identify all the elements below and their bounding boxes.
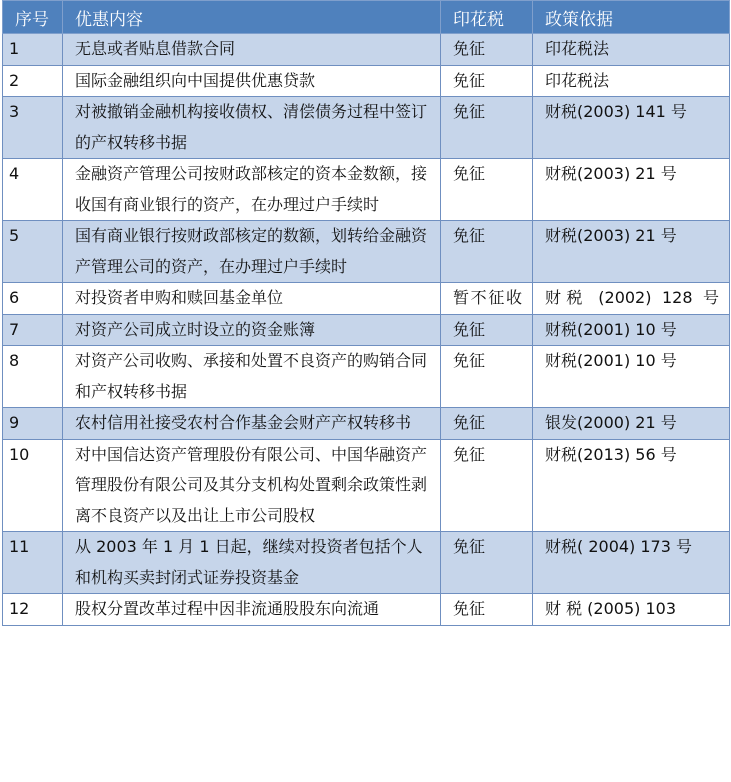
- header-content: 优惠内容: [63, 1, 441, 34]
- row-tax: 免征: [441, 532, 533, 594]
- row-no: 2: [3, 65, 63, 97]
- row-basis: 印花税法: [533, 65, 730, 97]
- row-content: 股权分置改革过程中因非流通股股东向流通: [63, 594, 441, 626]
- table-row: [3, 65, 730, 97]
- table-row: [3, 283, 730, 315]
- header-basis: 政策依据: [533, 1, 730, 34]
- row-content: 对投资者申购和赎回基金单位: [63, 283, 441, 315]
- row-basis: 财税(2001) 10 号: [533, 314, 730, 346]
- row-content: 对中国信达资产管理股份有限公司、中国华融资产管理股份有限公司及其分支机构处置剩余政策性剥离不良资产以及出让上市公司股权: [63, 439, 441, 532]
- tax-exemption-table: [2, 0, 730, 626]
- row-tax: 免征: [441, 346, 533, 408]
- row-content: 金融资产管理公司按财政部核定的资本金数额，接收国有商业银行的资产，在办理过户手续时: [63, 159, 441, 221]
- table-row: [3, 97, 730, 159]
- row-no: 11: [3, 532, 63, 594]
- row-content: 无息或者贴息借款合同: [63, 34, 441, 66]
- row-content: 国际金融组织向中国提供优惠贷款: [63, 65, 441, 97]
- table-row: [3, 594, 730, 626]
- row-basis: 财税 (2002) 128 号: [533, 283, 730, 315]
- row-no: 1: [3, 34, 63, 66]
- row-tax: 免征: [441, 314, 533, 346]
- row-no: 9: [3, 408, 63, 440]
- row-tax: 免征: [441, 65, 533, 97]
- row-tax: 免征: [441, 594, 533, 626]
- row-content: 农村信用社接受农村合作基金会财产产权转移书: [63, 408, 441, 440]
- row-basis: 财税(2013) 56 号: [533, 439, 730, 532]
- row-basis: 财税(2003) 141 号: [533, 97, 730, 159]
- row-no: 8: [3, 346, 63, 408]
- table-row: [3, 532, 730, 594]
- table-row: [3, 439, 730, 532]
- row-basis: 银发(2000) 21 号: [533, 408, 730, 440]
- row-no: 7: [3, 314, 63, 346]
- table-header-row: [3, 1, 730, 34]
- row-content: 对资产公司收购、承接和处置不良资产的购销合同和产权转移书据: [63, 346, 441, 408]
- row-tax: 免征: [441, 34, 533, 66]
- row-tax: 暂不征收: [441, 283, 533, 315]
- row-content: 对资产公司成立时设立的资金账簿: [63, 314, 441, 346]
- row-basis: 财税( 2004) 173 号: [533, 532, 730, 594]
- row-tax: 免征: [441, 408, 533, 440]
- row-tax: 免征: [441, 221, 533, 283]
- table-row: [3, 221, 730, 283]
- row-no: 10: [3, 439, 63, 532]
- table-row: [3, 159, 730, 221]
- table-row: [3, 346, 730, 408]
- table-row: [3, 408, 730, 440]
- table-row: [3, 34, 730, 66]
- header-no: 序号: [3, 1, 63, 34]
- row-content: 对被撤销金融机构接收债权、清偿债务过程中签订的产权转移书据: [63, 97, 441, 159]
- row-content: 国有商业银行按财政部核定的数额，划转给金融资产管理公司的资产，在办理过户手续时: [63, 221, 441, 283]
- row-no: 5: [3, 221, 63, 283]
- row-tax: 免征: [441, 439, 533, 532]
- row-basis: 财税(2003) 21 号: [533, 221, 730, 283]
- row-content: 从 2003 年 1 月 1 日起，继续对投资者包括个人和机构买卖封闭式证券投资基金: [63, 532, 441, 594]
- row-basis: 财税(2001) 10 号: [533, 346, 730, 408]
- header-tax: 印花税: [441, 1, 533, 34]
- row-basis: 财税(2003) 21 号: [533, 159, 730, 221]
- row-no: 3: [3, 97, 63, 159]
- row-no: 6: [3, 283, 63, 315]
- row-no: 4: [3, 159, 63, 221]
- table-row: [3, 314, 730, 346]
- row-tax: 免征: [441, 159, 533, 221]
- row-basis: 印花税法: [533, 34, 730, 66]
- row-no: 12: [3, 594, 63, 626]
- row-tax: 免征: [441, 97, 533, 159]
- row-basis: 财 税 (2005) 103: [533, 594, 730, 626]
